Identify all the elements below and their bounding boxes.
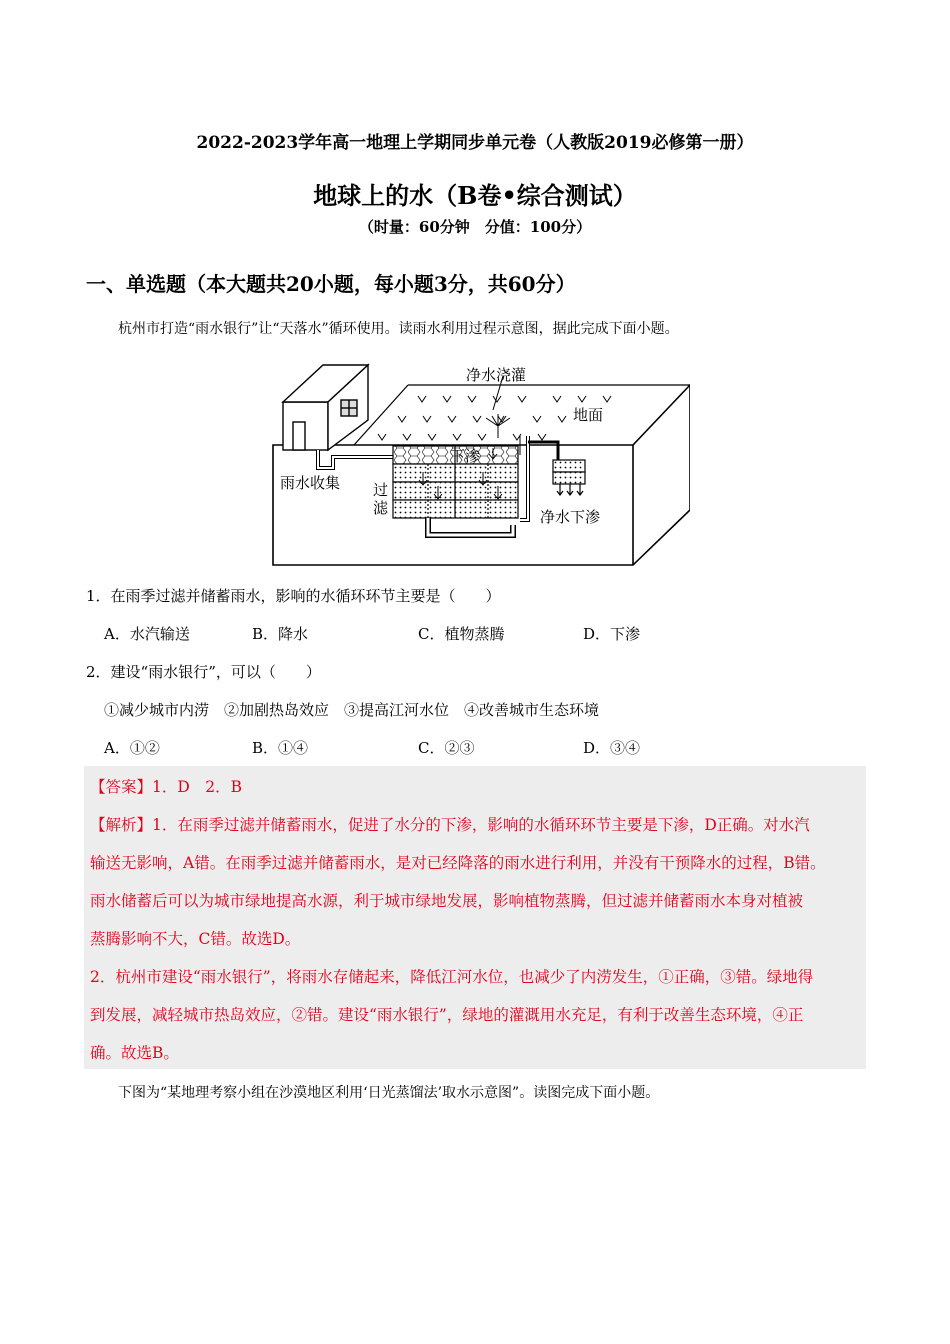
- explanation-line-5: 2．杭州市建设“雨水银行”，将雨水存储起来，降低江河水位，也减少了内涝发生，①正确，③错。绿地得: [90, 968, 814, 986]
- label-clean-infiltration: 净水下渗: [540, 508, 601, 526]
- label-ground: 地面: [573, 406, 604, 424]
- rainwater-diagram: [268, 360, 690, 570]
- q2-option-b: B．①④: [252, 739, 309, 757]
- question-2-stem: 2．建设“雨水银行”，可以（ ）: [86, 663, 321, 681]
- explanation-line-3: 雨水储蓄后可以为城市绿地提高水源，利于城市绿地发展，影响植物蒸腾，但过滤并储蓄雨水本身对植被: [90, 892, 804, 910]
- label-clean-irrigation: 净水浇灌: [466, 366, 527, 384]
- q1-option-c: C．植物蒸腾: [418, 625, 505, 643]
- explanation-line-6: 到发展，减轻城市热岛效应，②错。建设“雨水银行”，绿地的灌溉用水充足，有利于改善生态环境，④正: [90, 1006, 804, 1024]
- course-header: 2022-2023学年高一地理上学期同步单元卷（人教版2019必修第一册）: [196, 133, 754, 153]
- q1-option-b: B．降水: [252, 625, 309, 643]
- question-intro-1: 杭州市打造“雨水银行”让“天落水”循环使用。读雨水利用过程示意图，据此完成下面小题。: [118, 321, 679, 337]
- explanation-line-4: 蒸腾影响不大，C错。故选D。: [90, 930, 301, 948]
- q2-option-d: D．③④: [583, 739, 641, 757]
- explanation-line-2: 输送无影响，A错。在雨季过滤并储蓄雨水，是对已经降落的雨水进行利用，并没有干预降水的过程，B错。: [90, 854, 826, 872]
- explanation-line-7: 确。故选B。: [90, 1044, 179, 1062]
- q2-option-c: C．②③: [418, 739, 475, 757]
- q2-statements: ①减少城市内涝 ②加剧热岛效应 ③提高江河水位 ④改善城市生态环境: [104, 701, 600, 719]
- page-title: 地球上的水（B卷•综合测试）: [313, 181, 637, 210]
- question-1-stem: 1．在雨季过滤并储蓄雨水，影响的水循环环节主要是（ ）: [86, 587, 501, 605]
- house: [283, 365, 368, 450]
- label-rain-collection: 雨水收集: [280, 474, 341, 492]
- explanation-line-1: 【解析】1．在雨季过滤并储蓄雨水，促进了水分的下渗，影响的水循环环节主要是下渗，D正确。对水汽: [90, 816, 810, 834]
- exam-meta: （时量：60分钟 分值：100分）: [358, 218, 592, 236]
- label-infiltration: 下渗: [450, 447, 481, 465]
- answer-line: 【答案】1．D 2．B: [90, 778, 243, 796]
- question-intro-2: 下图为“某地理考察小组在沙漠地区利用‘日光蒸馏法’取水示意图”。读图完成下面小题。: [118, 1085, 660, 1101]
- q1-option-a: A．水汽输送: [104, 625, 190, 643]
- label-filter-1: 过: [373, 481, 389, 499]
- q2-option-a: A．①②: [104, 739, 160, 757]
- label-filter-2: 滤: [373, 499, 389, 517]
- section-title: 一、单选题（本大题共20小题，每小题3分，共60分）: [86, 272, 576, 296]
- q1-option-d: D．下渗: [583, 625, 641, 643]
